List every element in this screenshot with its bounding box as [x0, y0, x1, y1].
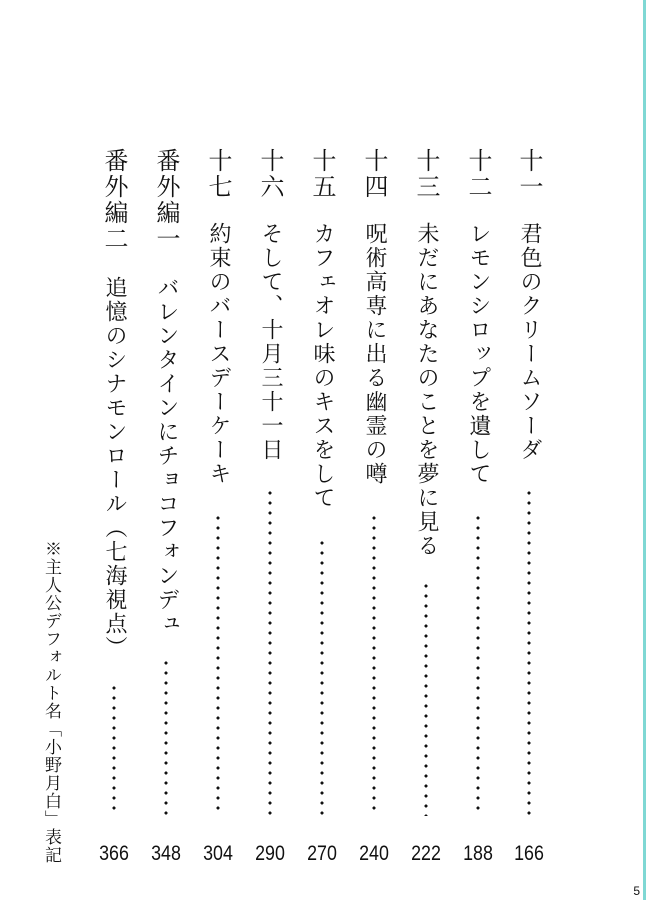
dot-leader	[164, 658, 168, 816]
dot-leader	[424, 581, 428, 816]
chapter-title: レモンシロップを遺して	[466, 222, 491, 486]
toc-entry-17[interactable]	[203, 148, 233, 868]
footnote: ※主人公デフォルト名「小野月白」表記	[41, 540, 61, 864]
toc-entry-13[interactable]	[411, 148, 441, 868]
page-number: 240	[359, 842, 389, 865]
toc-entry-extra-2[interactable]	[99, 148, 129, 868]
toc-entry-15[interactable]	[307, 148, 337, 868]
chapter-number: 十四	[360, 148, 388, 200]
toc-entry-16[interactable]	[255, 148, 285, 868]
folio-number: 5	[633, 884, 640, 898]
chapter-title: 未だにあなたのことを夢に見る	[414, 222, 439, 558]
chapter-title: バレンタインにチョコフォンデュ	[154, 276, 179, 636]
chapter-number: 十六	[256, 148, 284, 200]
toc-entry-12[interactable]	[463, 148, 493, 868]
page-number: 290	[255, 842, 285, 865]
chapter-number: 十一	[515, 148, 543, 200]
chapter-number: 十五	[308, 148, 336, 200]
dot-leader	[372, 513, 376, 816]
chapter-title: 追憶のシナモンロール（七海視点）	[102, 276, 127, 660]
page-number: 166	[514, 842, 544, 865]
dot-leader	[112, 683, 116, 816]
toc-entry-14[interactable]	[359, 148, 389, 868]
dot-leader	[268, 488, 272, 816]
dot-leader	[320, 538, 324, 816]
chapter-number: 十二	[464, 148, 492, 200]
chapter-number: 十七	[204, 148, 232, 200]
page-number: 304	[203, 842, 233, 865]
page-number: 222	[411, 842, 441, 865]
chapter-title: 呪術高専に出る幽霊の噂	[362, 222, 387, 486]
toc-entry-11[interactable]	[514, 148, 544, 868]
dot-leader	[476, 513, 480, 816]
dot-leader	[527, 488, 531, 816]
chapter-title: カフェオレ味のキスをして	[310, 222, 335, 510]
chapter-title: そして、十月三十一日	[258, 222, 283, 462]
chapter-title: 約束のバースデーケーキ	[206, 222, 231, 486]
chapter-number: 番外編二	[100, 148, 128, 252]
chapter-number: 番外編一	[152, 148, 180, 252]
page-number: 188	[463, 842, 493, 865]
chapter-title: 君色のクリームソーダ	[517, 222, 542, 462]
chapter-number: 十三	[412, 148, 440, 200]
toc-entry-extra-1[interactable]	[151, 148, 181, 868]
page-number: 270	[307, 842, 337, 865]
page-number: 366	[99, 842, 129, 865]
page-number: 348	[151, 842, 181, 865]
dot-leader	[216, 513, 220, 816]
